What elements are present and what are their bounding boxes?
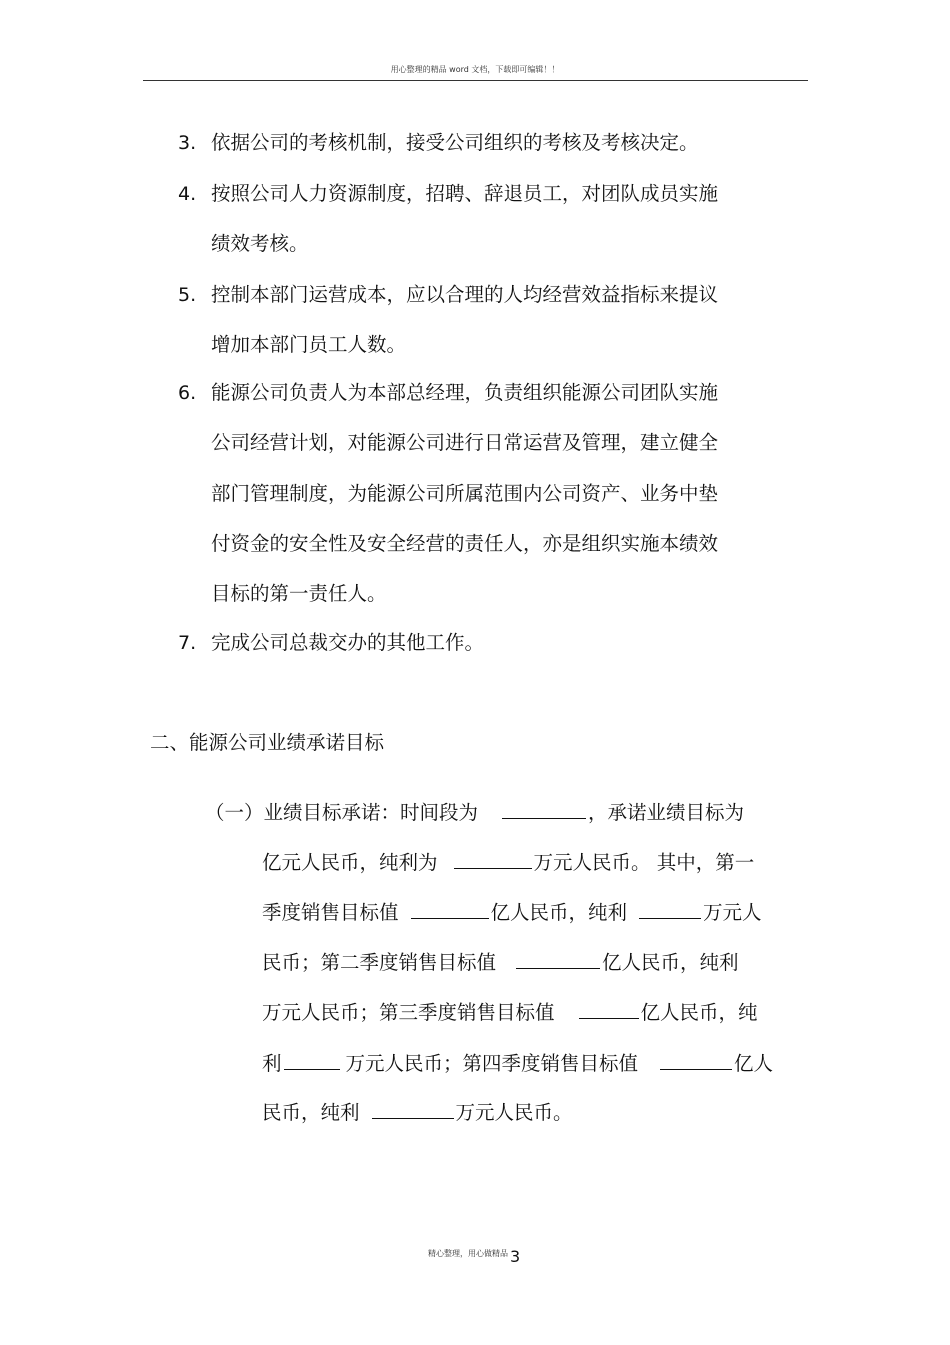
commitment-text: 亿元人民币，纯利为	[262, 851, 438, 874]
commitment-text: 利	[262, 1052, 282, 1075]
item-text-line: 部门管理制度，为能源公司所属范围内公司资产、业务中垫	[211, 482, 719, 505]
item-number: 6.	[178, 382, 197, 404]
commitment-text: 亿人民币，纯利	[602, 951, 739, 974]
commitment-text: 亿人民币，纯	[640, 1001, 758, 1024]
blank-q1-sales	[411, 900, 489, 919]
page-footer: 精心整理，用心做精品	[428, 1249, 508, 1258]
commitment-text: 民币，纯利	[262, 1101, 360, 1124]
blank-q1-profit	[639, 900, 701, 919]
commitment-text: 亿人民币，纯利	[490, 901, 628, 924]
item-text-line: 依据公司的考核机制，接受公司组织的考核及考核决定。	[211, 131, 699, 154]
item-number: 7.	[178, 632, 197, 654]
blank-q4-profit	[372, 1100, 454, 1119]
header-rule	[143, 80, 808, 81]
commitment-text: （一）业绩目标承诺：时间段为	[205, 801, 479, 824]
blank-q2-sales	[516, 950, 600, 969]
blank-q4-sales	[660, 1051, 732, 1070]
item-number: 3.	[178, 132, 197, 154]
commitment-text: 万元人民币。	[455, 1101, 573, 1124]
item-text-line: 目标的第一责任人。	[211, 582, 387, 605]
commitment-text: ，承诺业绩目标为	[588, 801, 745, 824]
item-number: 5.	[178, 284, 197, 306]
item-text-line: 完成公司总裁交办的其他工作。	[211, 631, 485, 654]
commitment-text: 亿人	[734, 1052, 774, 1075]
section-title: 二、能源公司业绩承诺目标	[150, 731, 385, 754]
item-text-line: 付资金的安全性及安全经营的责任人，亦是组织实施本绩效	[211, 532, 719, 555]
commitment-text: 万元人民币；第四季度销售目标值	[345, 1052, 639, 1075]
blank-q3-profit	[284, 1051, 340, 1070]
blank-net-profit	[454, 850, 532, 869]
blank-period	[502, 800, 586, 819]
commitment-text: 万元人	[703, 901, 762, 924]
item-text-line: 能源公司负责人为本部总经理，负责组织能源公司团队实施	[211, 381, 719, 404]
page-number: 3	[510, 1247, 521, 1266]
item-text-line: 按照公司人力资源制度，招聘、辞退员工，对团队成员实施	[211, 182, 719, 205]
item-text-line: 绩效考核。	[211, 232, 309, 255]
commitment-text: 万元人民币；第三季度销售目标值	[262, 1001, 555, 1024]
commitment-line	[262, 950, 739, 975]
commitment-line	[205, 800, 744, 825]
commitment-text: 民币；第二季度销售目标值	[262, 951, 497, 974]
commitment-text: 万元人民币。 其中，第一	[533, 851, 755, 874]
item-text-line: 公司经营计划，对能源公司进行日常运营及管理，建立健全	[211, 431, 719, 454]
item-text-line: 增加本部门员工人数。	[211, 333, 407, 356]
blank-q3-sales	[579, 1000, 639, 1019]
commitment-line	[262, 900, 762, 925]
item-number: 4.	[178, 183, 197, 205]
commitment-line	[262, 850, 754, 875]
page-header: 用心整理的精品 word 文档，下载即可编辑！！	[390, 65, 560, 74]
commitment-text: 季度销售目标值	[262, 901, 399, 924]
commitment-line	[262, 1051, 773, 1076]
commitment-line	[262, 1000, 758, 1025]
commitment-line	[262, 1100, 573, 1125]
item-text-line: 控制本部门运营成本，应以合理的人均经营效益指标来提议	[211, 283, 719, 306]
